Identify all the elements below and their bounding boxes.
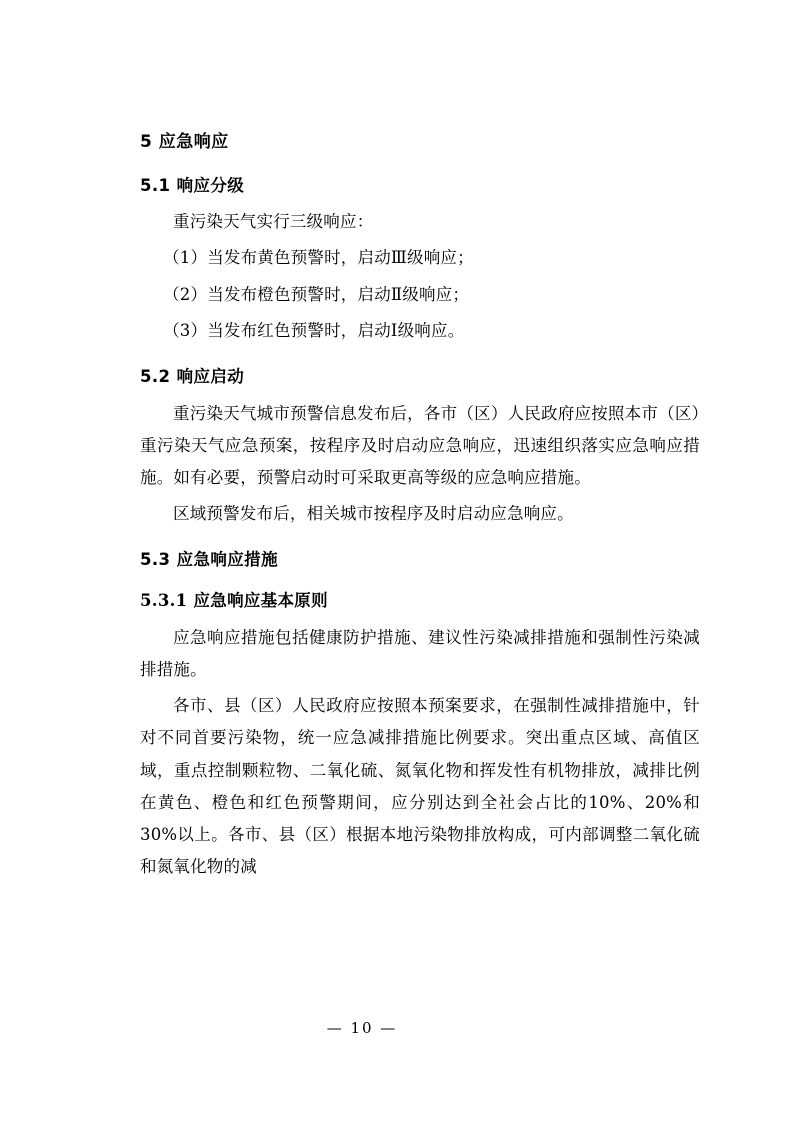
list-item-5-1-3: （3）当发布红色预警时，启动Ⅰ级响应。: [163, 320, 465, 340]
list-item-5-1-2: （2）当发布橙色预警时，启动Ⅱ级响应；: [163, 284, 470, 304]
page-footer: [0, 1018, 794, 1037]
section-heading-5: 5 应急响应: [140, 132, 229, 152]
paragraph-5-2-1: 重污染天气城市预警信息发布后，各市（区）人民政府应按照本市（区）重污染天气应急预案，按程序及时启动应急响应，迅速组织落实应急响应措施。如有必要，预警启动时可采取更高等级的应急响应措施。: [140, 403, 700, 488]
paragraph-5-3-1-1: 应急响应措施包括健康防护措施、建议性污染减排措施和强制性污染减排措施。: [140, 627, 700, 680]
document-body: [140, 130, 700, 883]
section-heading-5-2: 5.2 响应启动: [140, 366, 245, 386]
section-heading-5-1: 5.1 响应分级: [140, 175, 245, 195]
section-heading-5-3: 5.3 应急响应措施: [140, 550, 278, 570]
paragraph-5-1-lead: 重污染天气实行三级响应：: [173, 212, 374, 232]
paragraph-5-3-1-2: 各市、县（区）人民政府应按照本预案要求，在强制性减排措施中，针对不同首要污染物，统一应急减排措施比例要求。突出重点区域、高值区域，重点控制颗粒物、二氧化硫、氮氧化物和挥发性有机物排放，减排比例在黄色、橙色和红色预警期间，应分别达到全社会占比的10%、20%和30%以上。各市、县（区）根据本地污染物排放构成，可内部调整二氧化硫和氮氧化物的减: [140, 696, 700, 877]
page-number: — 10 —: [326, 1019, 398, 1037]
paragraph-5-2-2: 区域预警发布后，相关城市按程序及时启动应急响应。: [173, 504, 574, 524]
list-item-5-1-1: （1）当发布黄色预警时，启动Ⅲ级响应；: [163, 248, 474, 268]
section-heading-5-3-1: 5.3.1 应急响应基本原则: [140, 591, 328, 611]
